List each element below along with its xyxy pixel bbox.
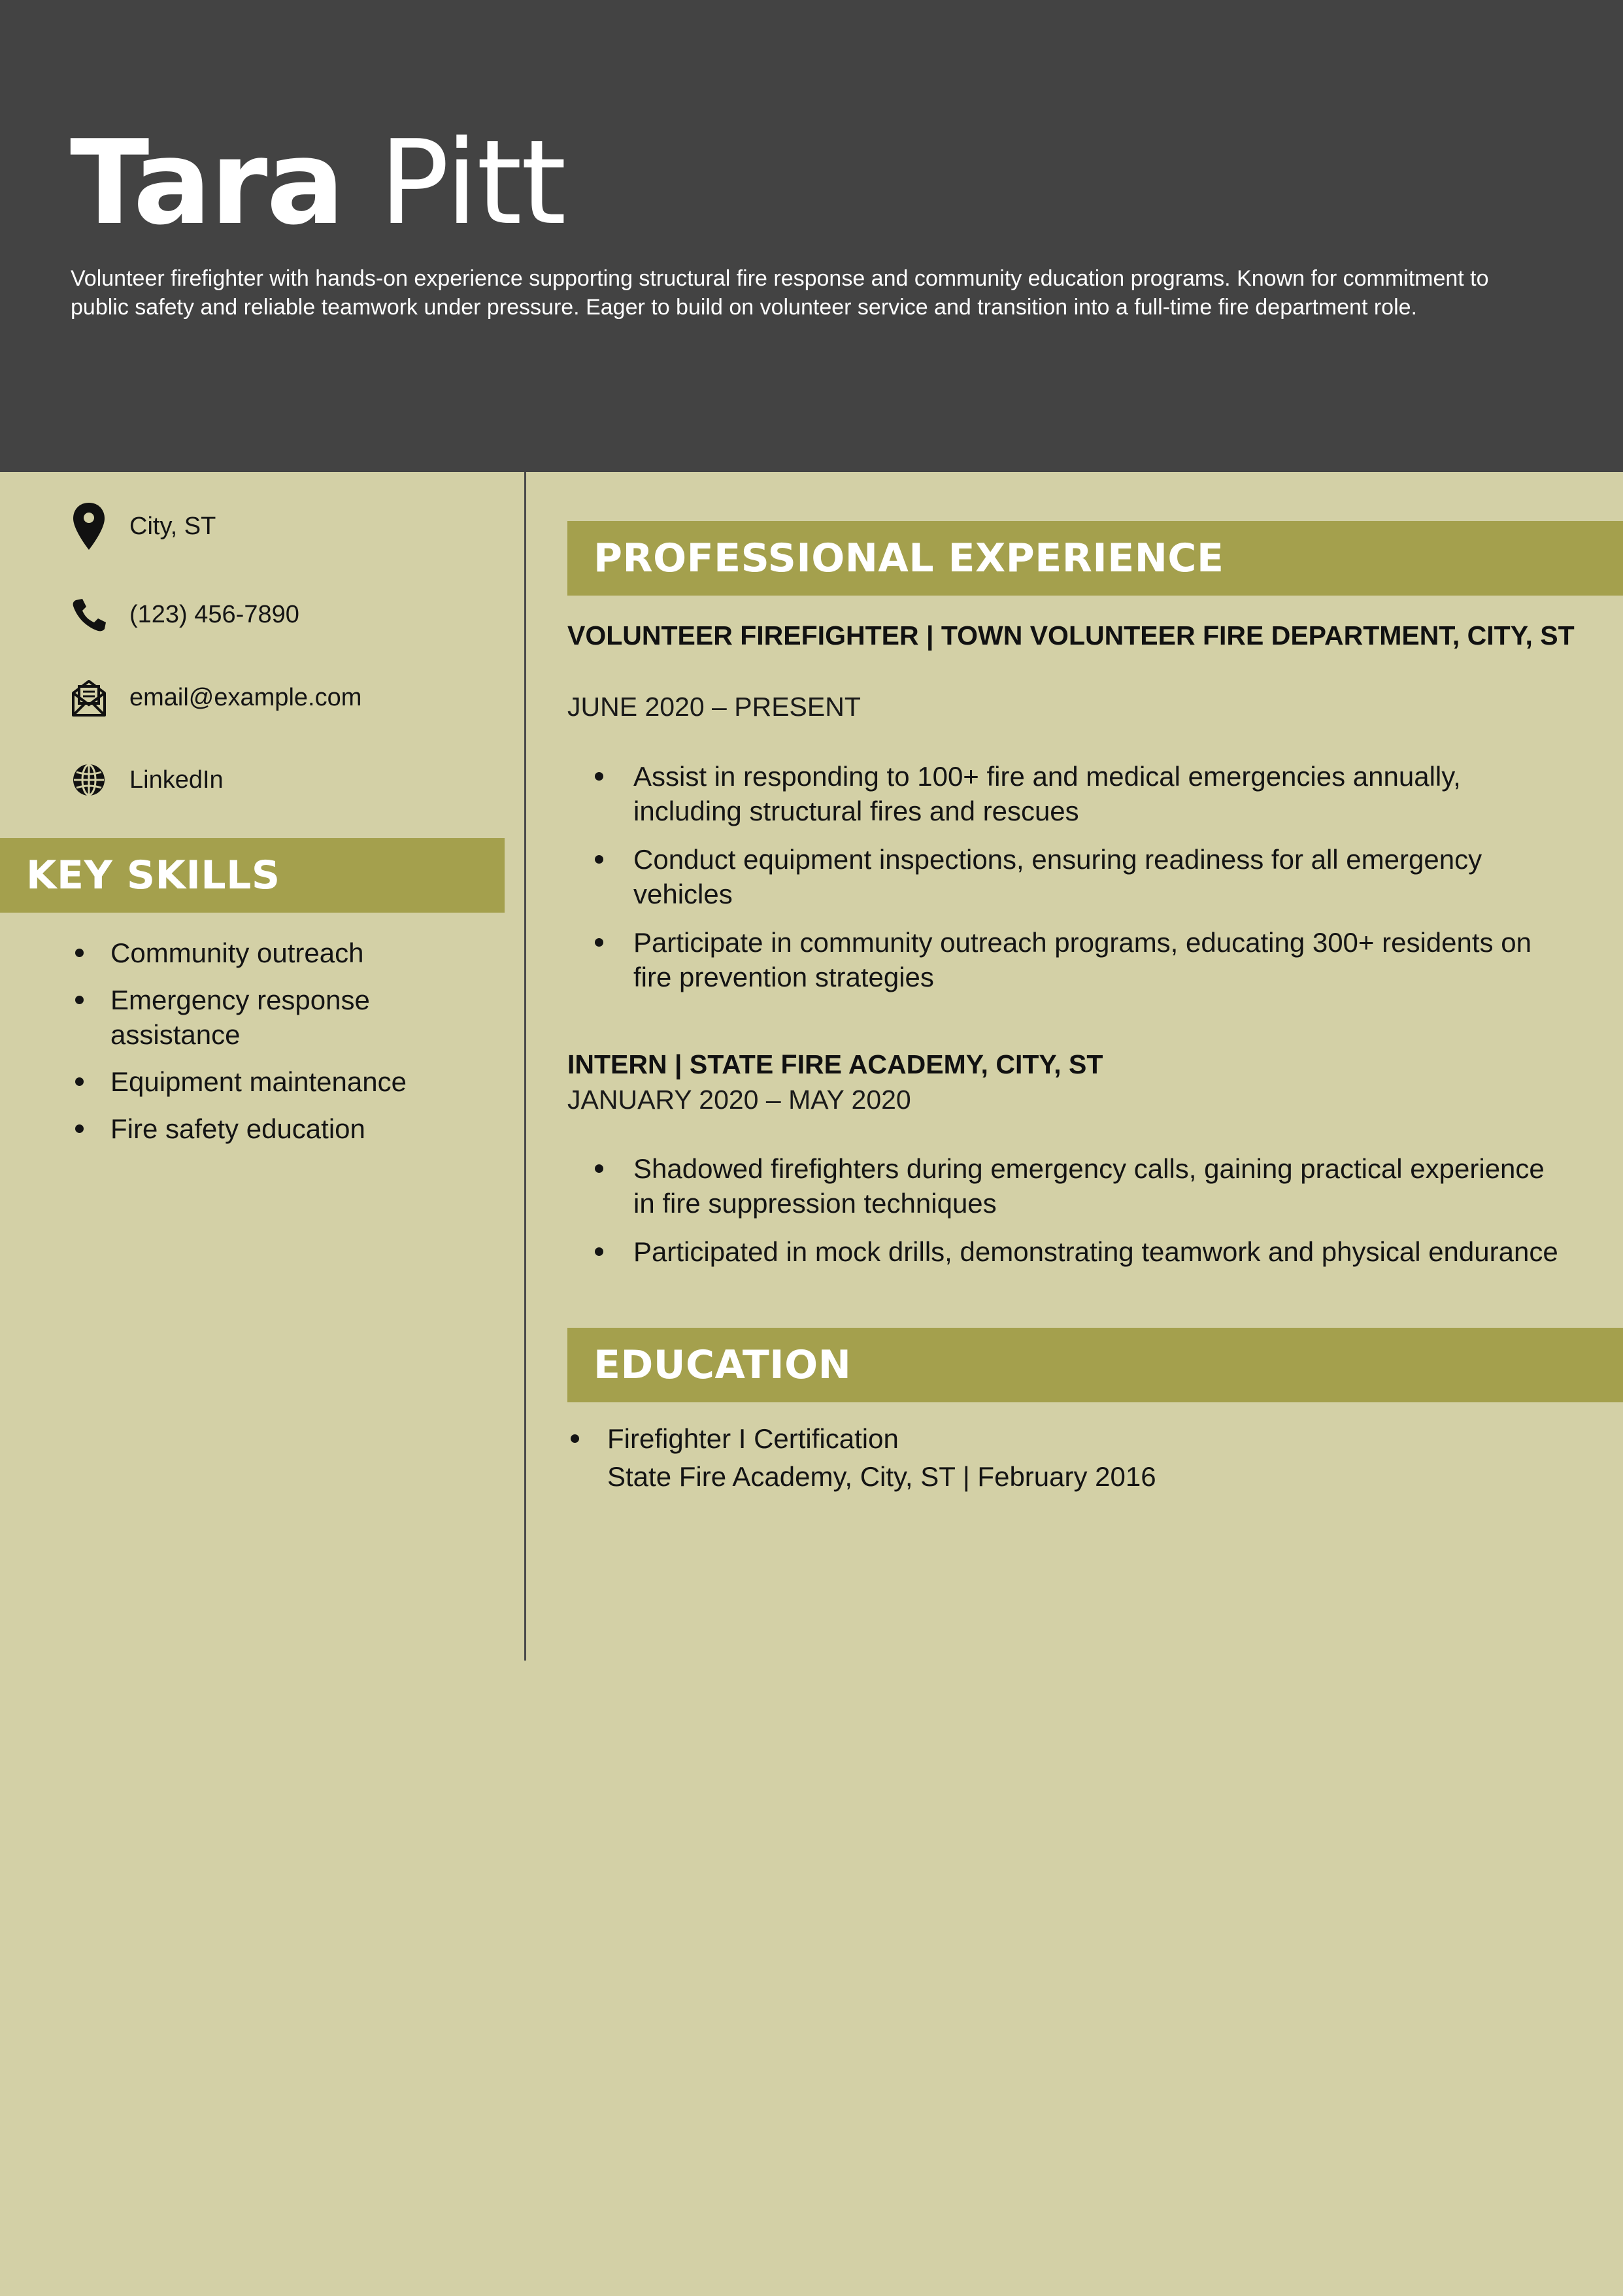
skill-item: Community outreach: [70, 936, 477, 970]
contact-phone: [71, 588, 299, 641]
job-dates: JUNE 2020 – PRESENT: [567, 692, 861, 722]
duty-item: Assist in responding to 100+ fire and medical emergencies annually, including structural fires and rescues: [567, 759, 1562, 828]
skill-item: Fire safety education: [70, 1111, 477, 1146]
job-dates: JANUARY 2020 – MAY 2020: [567, 1085, 911, 1115]
globe-icon: [71, 754, 107, 806]
experience-heading-bar: [567, 521, 1623, 596]
candidate-name: [70, 111, 565, 255]
linkedin-link[interactable]: LinkedIn: [129, 766, 224, 794]
last-name: Pitt: [379, 115, 565, 250]
education-list: [567, 1420, 1588, 1496]
skill-item: Emergency response assistance: [70, 983, 477, 1052]
contact-linkedin: [71, 754, 224, 806]
first-name: Tara: [70, 115, 344, 250]
phone-text: (123) 456-7890: [129, 600, 299, 628]
education-item: [567, 1420, 1588, 1496]
duty-item: Participate in community outreach programs, educating 300+ residents on fire prevention strategies: [567, 925, 1562, 994]
location-text: City, ST: [129, 512, 216, 540]
job-duties-list: [567, 759, 1562, 1008]
location-pin-icon: [71, 500, 107, 552]
skill-item: Equipment maintenance: [70, 1064, 477, 1099]
job-title: INTERN | STATE FIRE ACADEMY, CITY, ST: [567, 1049, 1103, 1079]
contact-email: [71, 671, 361, 724]
envelope-icon: [71, 671, 107, 724]
duty-item: Conduct equipment inspections, ensuring readiness for all emergency vehicles: [567, 842, 1562, 911]
email-text[interactable]: email@example.com: [129, 683, 362, 711]
education-heading-bar: [567, 1328, 1623, 1402]
job-duties-list: [567, 1151, 1562, 1283]
profile-summary: Volunteer firefighter with hands-on experience supporting structural fire response and community education programs. Known for commitment to public safety and reliable teamwork under pressure. Eager to build on volunteer service and transition into a full-time fire department role.: [71, 266, 1489, 320]
column-divider: [524, 472, 526, 1661]
contact-location: [71, 500, 216, 552]
skills-list: [70, 936, 477, 1158]
duty-item: Participated in mock drills, demonstrating teamwork and physical endurance: [567, 1234, 1562, 1269]
key-skills-heading-bar: [0, 838, 505, 913]
phone-icon: [71, 588, 107, 641]
key-skills-heading: KEY SKILLS: [26, 853, 280, 898]
duty-item: Shadowed firefighters during emergency calls, gaining practical experience in fire suppression techniques: [567, 1151, 1562, 1221]
education-degree: Firefighter I Certification: [607, 1423, 899, 1454]
education-detail: State Fire Academy, City, ST | February 2016: [607, 1461, 1156, 1492]
experience-heading: PROFESSIONAL EXPERIENCE: [594, 535, 1224, 581]
header-banner: [0, 0, 1623, 472]
job-title: VOLUNTEER FIREFIGHTER | TOWN VOLUNTEER FIRE DEPARTMENT, CITY, ST: [567, 620, 1575, 650]
education-heading: EDUCATION: [594, 1342, 852, 1388]
